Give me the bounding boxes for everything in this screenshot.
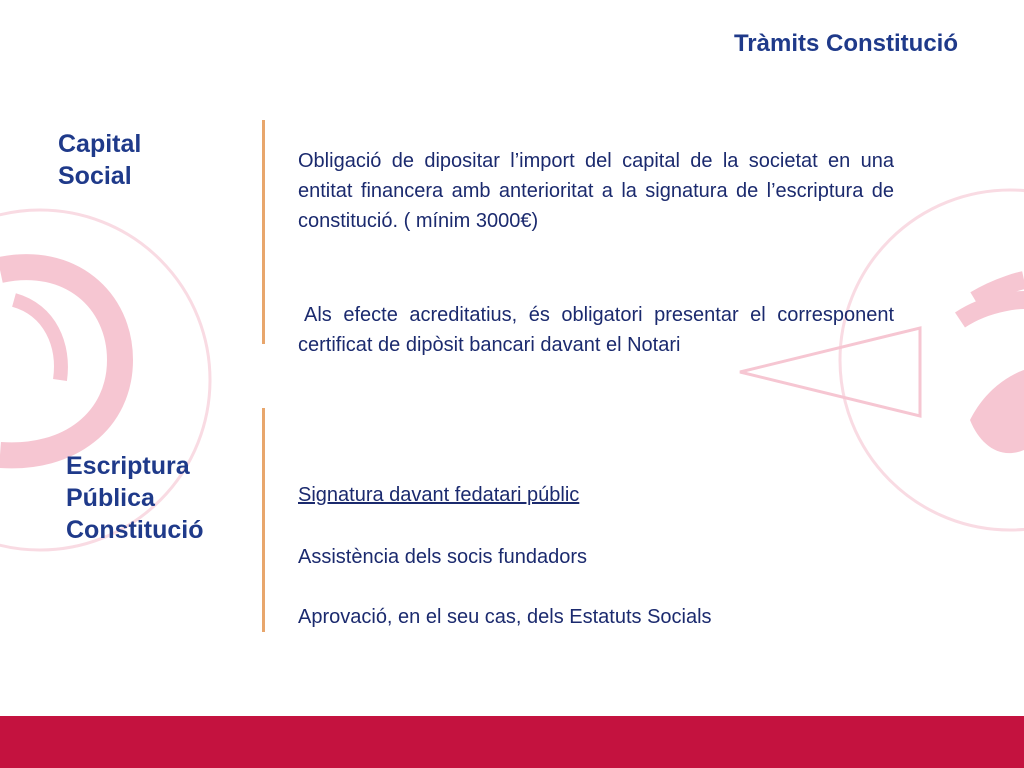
footer-bar [0,716,1024,768]
escriptura-publica-heading [66,450,204,546]
paragraph: Als efecte acreditatius, és obligatori presentar el corresponent certificat de dipòsit bancari davant el Notari [298,304,894,356]
paragraph: Obligació de dipositar l’import del capital de la societat en una entitat financera amb anterioritat a la signatura de l’escriptura de constitució. ( mínim 3000€) [298,150,894,232]
escriptura-line-socis: Assistència dels socis fundadors [298,546,588,568]
capital-description [298,146,894,236]
heading-line: Pública [66,484,155,512]
escriptura-line-estatuts: Aprovació, en el seu cas, dels Estatuts Socials [298,606,712,628]
heading-line: Escriptura [66,452,190,480]
section-divider [262,120,265,344]
section-divider [262,408,265,632]
slide-title: Tràmits Constitució [733,30,958,57]
heading-line: Social [58,162,132,190]
heading-line: Capital [58,130,142,158]
capital-social-heading [58,128,141,192]
capital-requirement [298,300,894,360]
escriptura-line-fedatari: Signatura davant fedatari públic [298,484,580,506]
heading-line: Constitució [66,516,204,544]
